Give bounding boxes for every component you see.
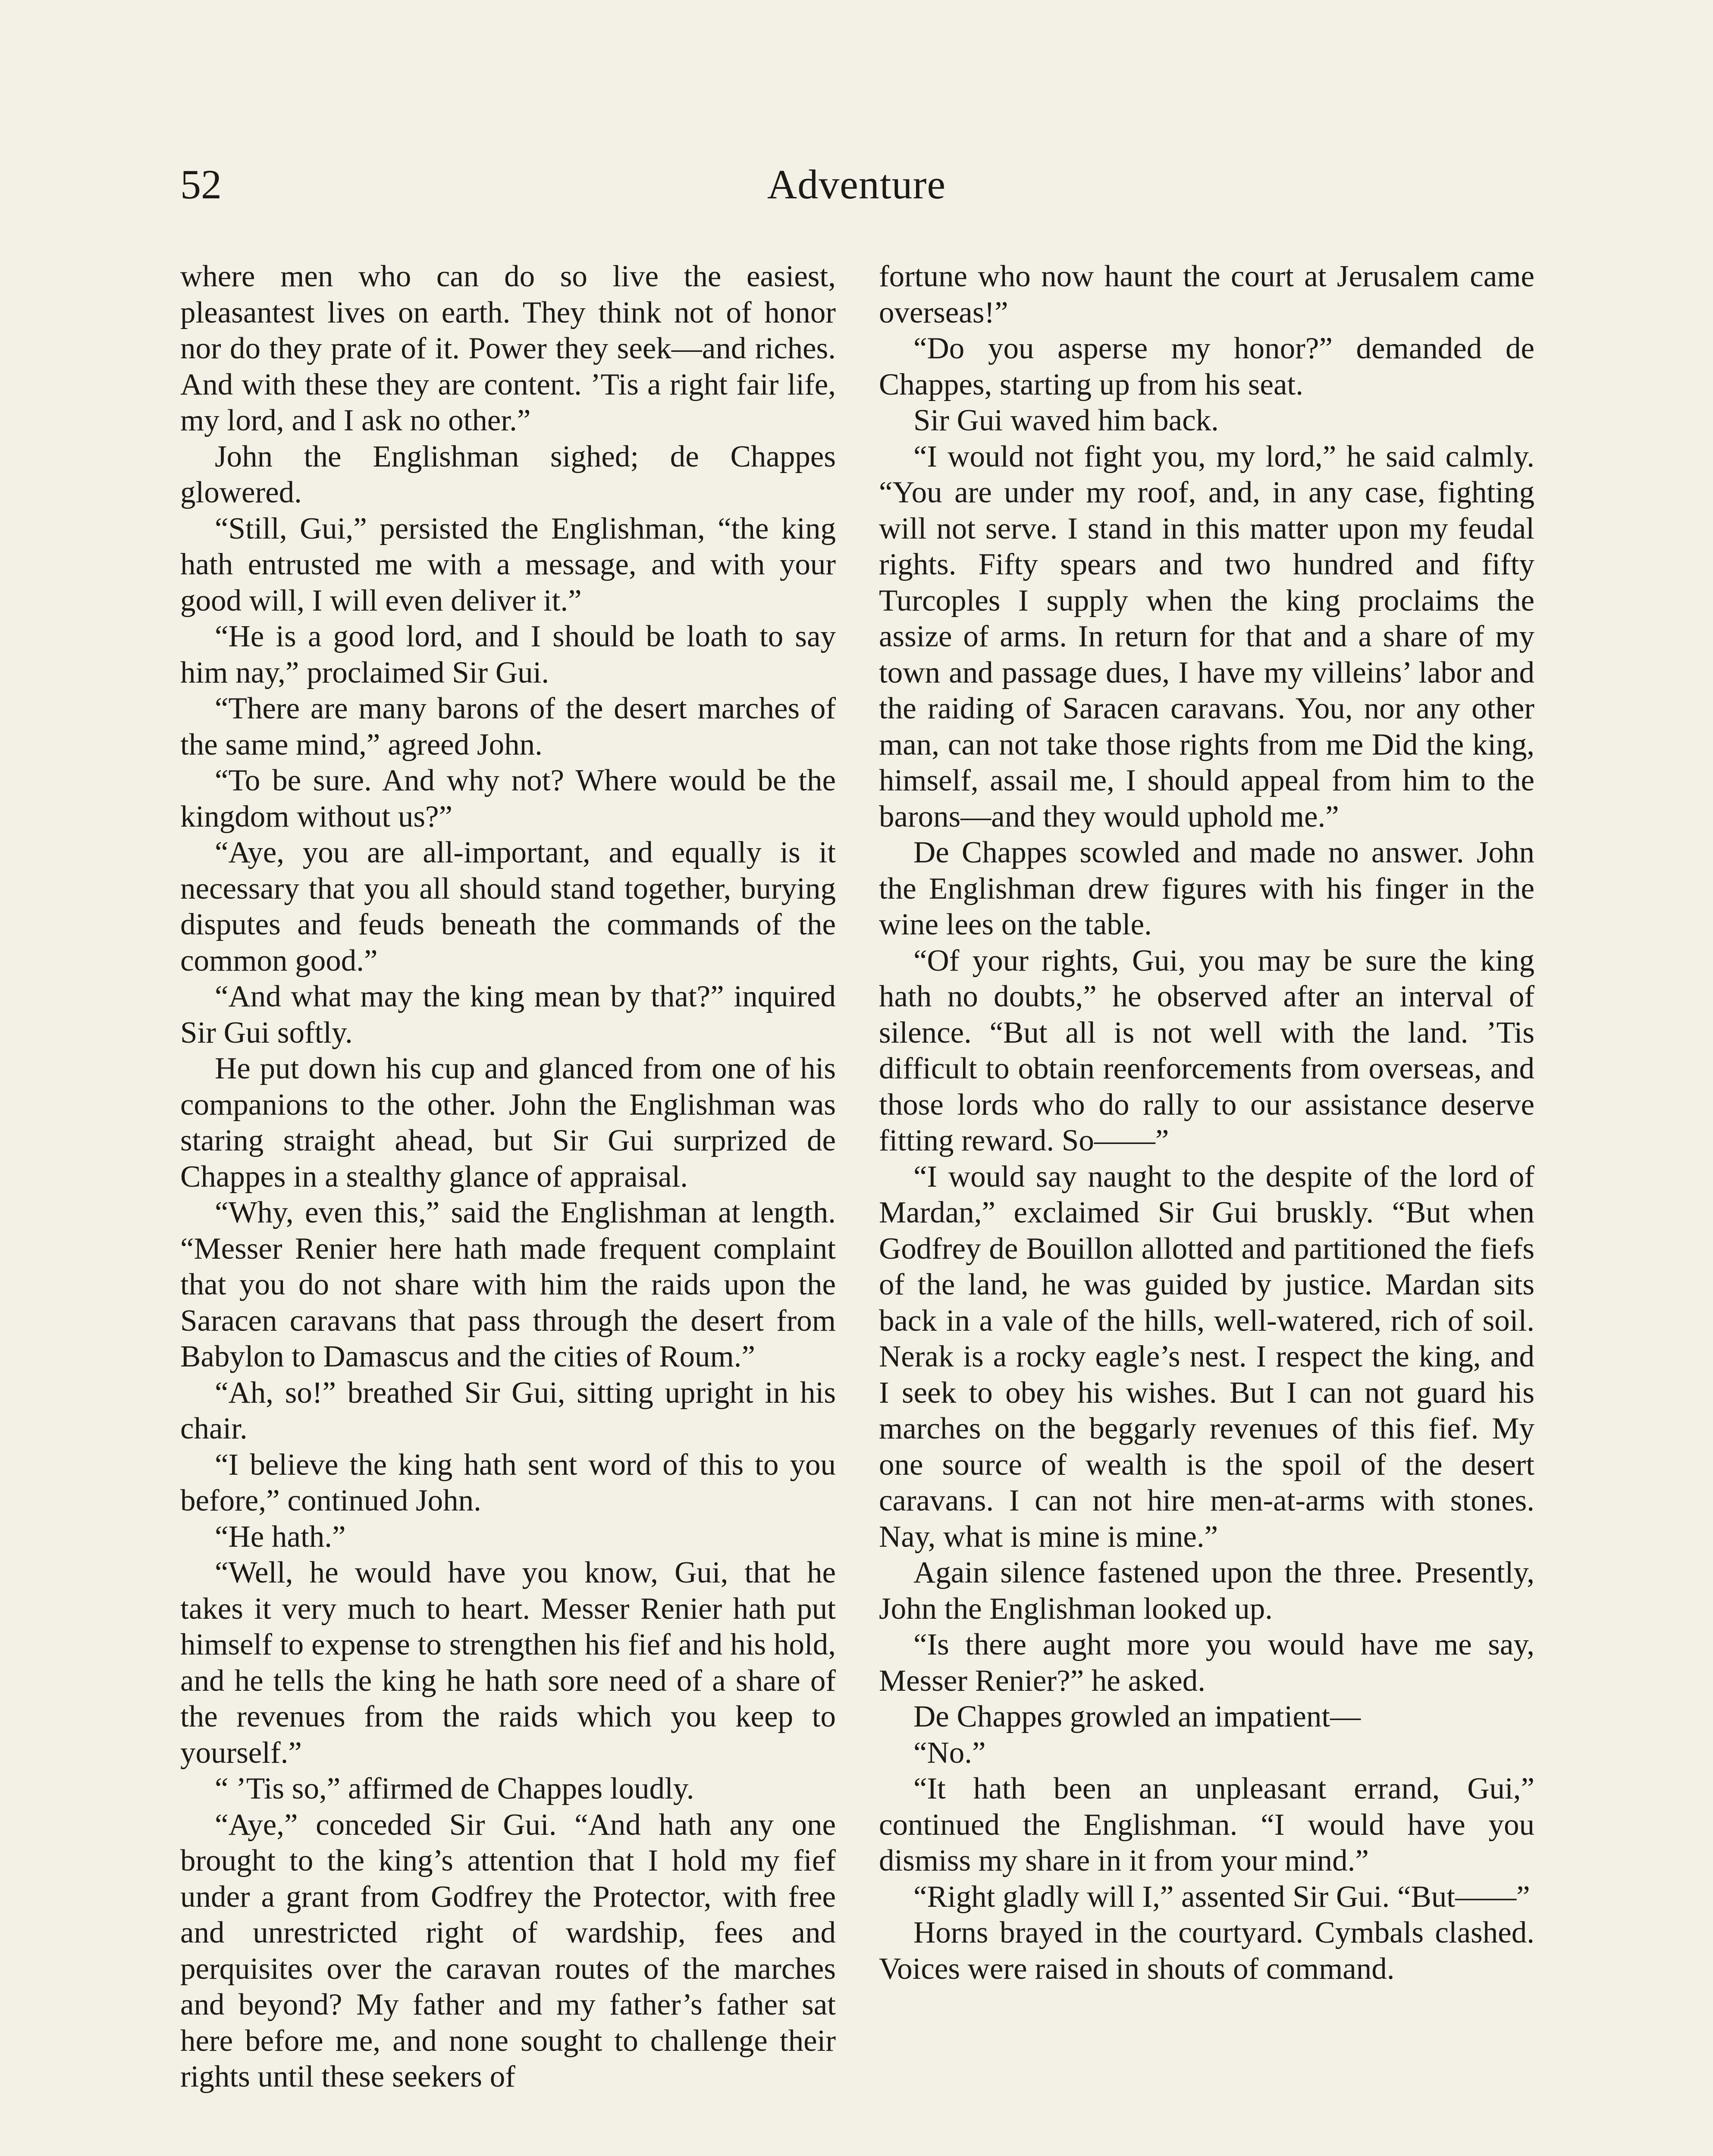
paragraph: “I believe the king hath sent word of this to you before,” continued John. <box>180 1448 836 1517</box>
paragraph: “Of your rights, Gui, you may be sure the king hath no doubts,” he observed after an interval of silence. “But all is not well with the land. ’Tis difficult to obtain reenforcements from overseas, and those lords who do rally to our assistance deserve fitting reward. So——” <box>879 943 1534 1157</box>
paragraph: He put down his cup and glanced from one of his companions to the other. John the Englishman was staring straight ahead, but Sir Gui surprized de Chappes in a stealthy glance of appraisal. <box>180 1052 836 1194</box>
paragraph: De Chappes scowled and made no answer. John the Englishman drew figures with his finger in the wine lees on the table. <box>879 836 1534 941</box>
paragraph: “I would say naught to the despite of the lord of Mardan,” exclaimed Sir Gui bruskly. “But when Godfrey de Bouillon allotted and partitioned the fiefs of the land, he was guided by justice. Mardan sits back in a vale of the hills, well-watered, rich of soil. Nerak is a rocky eagle’s nest. I respect the king, and I seek to obey his wishes. But I can not guard his marches on the beggarly revenues of this fief. My one source of wealth is the spoil of the desert caravans. I can not hire men-at-arms with stones. Nay, what is mine is mine.” <box>879 1159 1534 1554</box>
paragraph: “No.” <box>913 1736 986 1770</box>
text-column-left <box>180 259 836 2095</box>
paragraph: De Chappes growled an impatient— <box>913 1700 1361 1733</box>
paragraph: John the Englishman sighed; de Chappes glowered. <box>180 439 836 509</box>
running-title: Adventure <box>767 161 946 207</box>
paragraph: fortune who now haunt the court at Jerusalem came overseas!” <box>879 260 1534 329</box>
paragraph: “Why, even this,” said the Englishman at length. “Messer Renier here hath made frequent complaint that you do not share with him the raids upon the Saracen caravans that pass through the desert from Babylon to Damascus and the cities of Roum.” <box>180 1196 836 1373</box>
paragraph: “Do you asperse my honor?” demanded de Chappes, starting up from his seat. <box>879 332 1534 401</box>
paragraph: “He is a good lord, and I should be loath to say him nay,” proclaimed Sir Gui. <box>180 620 836 689</box>
text-column-right <box>879 259 1534 1987</box>
paragraph: where men who can do so live the easiest, pleasantest lives on earth. They think not of honor nor do they prate of it. Power they seek—and riches. And with these they are content. ’Tis a right fair life, my lord, and I ask no other.” <box>180 260 836 437</box>
paragraph: “Ah, so!” breathed Sir Gui, sitting upright in his chair. <box>180 1376 836 1445</box>
paragraph: “It hath been an unpleasant errand, Gui,” continued the Englishman. “I would have you dismiss my share in it from your mind.” <box>879 1772 1534 1877</box>
paragraph: “There are many barons of the desert marches of the same mind,” agreed John. <box>180 692 836 761</box>
paragraph: “Well, he would have you know, Gui, that he takes it very much to heart. Messer Renier hath put himself to expense to strengthen his fief and his hold, and he tells the king he hath sore need of a share of the revenues from the raids which you keep to yourself.” <box>180 1556 836 1770</box>
paragraph: “I would not fight you, my lord,” he said calmly. “You are under my roof, and, in any case, fighting will not serve. I stand in this matter upon my feudal rights. Fifty spears and two hundred and fifty Turcoples I supply when the king proclaims the assize of arms. In return for that and a share of my town and passage dues, I have my villeins’ labor and the raiding of Saracen caravans. You, nor any other man, can not take those rights from me Did the king, himself, assail me, I should appeal from him to the barons—and they would uphold me.” <box>879 439 1534 834</box>
paragraph: Horns brayed in the courtyard. Cymbals clashed. Voices were raised in shouts of command. <box>879 1916 1534 1986</box>
paragraph: “And what may the king mean by that?” inquired Sir Gui softly. <box>180 980 836 1050</box>
paragraph: “Still, Gui,” persisted the Englishman, “the king hath entrusted me with a message, and with your good will, I will even deliver it.” <box>180 511 836 617</box>
paragraph: “Aye,” conceded Sir Gui. “And hath any one brought to the king’s attention that I hold my fief under a grant from Godfrey the Protector, with free and unrestricted right of wardship, fees and perquisites over the caravan routes of the marches and beyond? My father and my father’s father sat here before me, and none sought to challenge their rights until these seekers of <box>180 1808 836 2093</box>
paragraph: “He hath.” <box>215 1520 346 1554</box>
paragraph: “Is there aught more you would have me say, Messer Renier?” he asked. <box>879 1628 1534 1698</box>
paragraph: “ ’Tis so,” affirmed de Chappes loudly. <box>215 1772 694 1805</box>
paragraph: “Right gladly will I,” assented Sir Gui. “But——” <box>913 1880 1530 1914</box>
paragraph: “Aye, you are all-important, and equally is it necessary that you all should stand together, burying disputes and feuds beneath the commands of the common good.” <box>180 836 836 978</box>
paragraph: Sir Gui waved him back. <box>913 404 1219 437</box>
page-number: 52 <box>180 161 222 207</box>
paragraph: “To be sure. And why not? Where would be the kingdom without us?” <box>180 764 836 834</box>
paragraph: Again silence fastened upon the three. Presently, John the Englishman looked up. <box>879 1556 1534 1626</box>
